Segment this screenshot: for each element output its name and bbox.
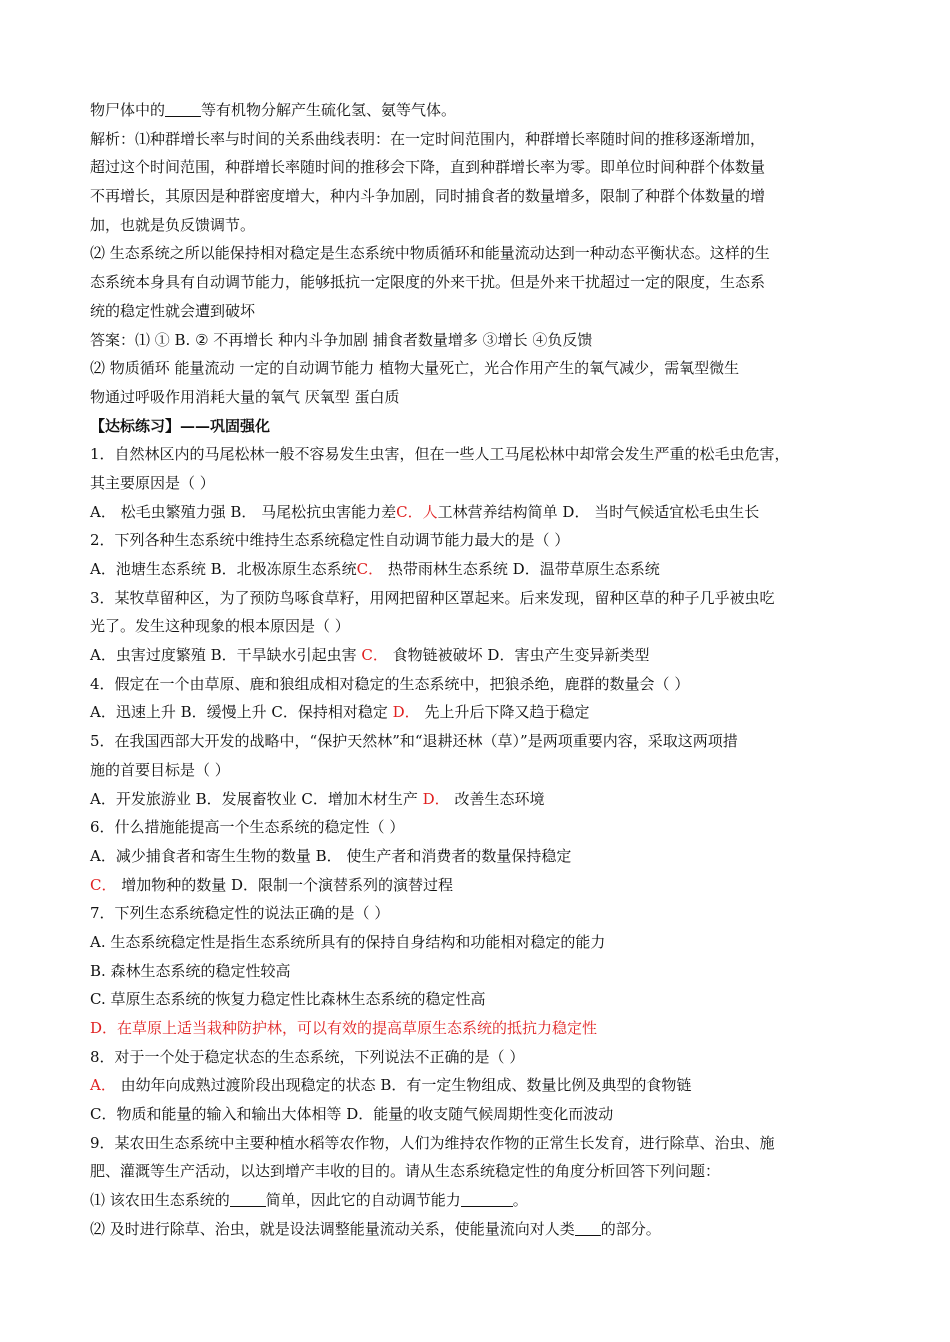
- question-4-stem: 4．假定在一个由草原、鹿和狼组成相对稳定的生态系统中，把狼杀绝，鹿群的数量会（ ）: [90, 674, 690, 693]
- answer-line: 答案：⑴ ① B. ② 不再增长 种内斗争加剧 捕食者数量增多 ③增长 ④负反馈: [90, 330, 593, 349]
- question-7-option: C. 草原生态系统的恢复力稳定性比森林生态系统的稳定性高: [90, 990, 486, 1009]
- answer-highlight: C．: [90, 875, 117, 894]
- question-5-stem: 施的首要目标是（ ）: [90, 760, 230, 779]
- answer-highlight: C．: [356, 560, 384, 578]
- question-7-option: B. 森林生态系统的稳定性较高: [90, 961, 291, 980]
- answer-highlight: C．人: [396, 502, 438, 521]
- answer-highlight: A．: [90, 1076, 116, 1095]
- analysis-line: 解析：⑴种群增长率与时间的关系曲线表明：在一定时间范围内，种群增长率随时间的推移逐渐增加，: [90, 129, 766, 148]
- question-9-sub-1: ⑴ 该农田生态系统的 简单，因此它的自动调节能力 。: [90, 1186, 860, 1215]
- question-3-stem: 3．某牧草留种区，为了预防鸟啄食草籽，用网把留种区罩起来。后来发现，留种区草的种子几乎被虫吃: [90, 588, 775, 607]
- fill-blank: [165, 98, 201, 117]
- analysis-line: 统的稳定性就会遭到破坏: [90, 301, 256, 320]
- analysis-line: ⑵ 生态系统之所以能保持相对稳定是生态系统中物质循环和能量流动达到一种动态平衡状态。这样的生: [90, 244, 770, 263]
- question-9-stem: 9．某农田生态系统中主要种植水稻等农作物，人们为维持农作物的正常生长发育，进行除草、治虫、施: [90, 1133, 775, 1152]
- question-9-sub-2: ⑵ 及时进行除草、治虫，就是设法调整能量流动关系，使能量流向对人类 的部分。: [90, 1215, 860, 1244]
- question-2-stem: 2．下列各种生态系统中维持生态系统稳定性自动调节能力最大的是（ ）: [90, 531, 570, 550]
- question-7-option-answer: D．在草原上适当栽种防护林，可以有效的提高草原生态系统的抵抗力稳定性: [90, 1019, 598, 1037]
- question-3-options: A．虫害过度繁殖 B．干旱缺水引起虫害 C． 食物链被破坏 D．害虫产生变异新类型: [90, 646, 650, 665]
- question-4-options: A．迅速上升 B．缓慢上升 C．保持相对稳定 D． 先上升后下降又趋于稳定: [90, 703, 590, 722]
- question-7-stem: 7．下列生态系统稳定性的说法正确的是（ ）: [90, 904, 390, 923]
- answer-highlight: C．: [361, 646, 388, 665]
- answer-highlight: D．: [392, 703, 420, 722]
- analysis-line: 超过这个时间范围，种群增长率随时间的推移会下降，直到种群增长率为零。即单位时间种群个体数量: [90, 158, 766, 177]
- answer-line: 物通过呼吸作用消耗大量的氧气 厌氧型 蛋白质: [90, 387, 400, 406]
- prev-answer-line: 物尸体中的 等有机物分解产生硫化氢、氨等气体。: [90, 96, 860, 125]
- answer-highlight: D．: [422, 789, 450, 808]
- fill-blank: [575, 1217, 601, 1236]
- answer-line: ⑵ 物质循环 能量流动 一定的自动调节能力 植物大量死亡，光合作用产生的氧气减少，需氧型微生: [90, 359, 740, 378]
- question-8-options: A． 由幼年向成熟过渡阶段出现稳定的状态 B．有一定生物组成、数量比例及典型的食物链: [90, 1076, 692, 1095]
- question-5-stem: 5．在我国西部大开发的战略中，“保护天然林”和“退耕还林（草）”是两项重要内容，采取这两项措: [90, 732, 738, 751]
- question-1-stem: 1．自然林区内的马尾松林一般不容易发生虫害，但在一些人工马尾松林中却常会发生严重的松毛虫危害，: [90, 445, 790, 464]
- question-6-options: C． 增加物种的数量 D．限制一个演替系列的演替过程: [90, 875, 454, 894]
- question-5-options: A．开发旅游业 B．发展畜牧业 C．增加木材生产 D． 改善生态环境: [90, 789, 545, 808]
- document-page: [90, 96, 860, 1244]
- fill-blank: [230, 1188, 266, 1207]
- fill-blank: [461, 1188, 513, 1207]
- question-7-option: A. 生态系统稳定性是指生态系统所具有的保持自身结构和功能相对稳定的能力: [90, 932, 606, 951]
- analysis-line: 不再增长，其原因是种群密度增大，种内斗争加剧，同时捕食者的数量增多，限制了种群个体数量的增: [90, 187, 766, 206]
- question-6-stem: 6．什么措施能提高一个生态系统的稳定性（ ）: [90, 818, 405, 837]
- question-1-stem: 其主要原因是（ ）: [90, 473, 215, 492]
- question-6-options: A．减少捕食者和寄生生物的数量 B． 使生产者和消费者的数量保持稳定: [90, 846, 572, 865]
- analysis-line: 态系统本身具有自动调节能力，能够抵抗一定限度的外来干扰。但是外来干扰超过一定的限度，生态系: [90, 273, 766, 292]
- question-3-stem: 光了。发生这种现象的根本原因是（ ）: [90, 617, 350, 636]
- question-9-stem: 肥、灌溉等生产活动，以达到增产丰收的目的。请从生态系统稳定性的角度分析回答下列问题：: [90, 1162, 721, 1181]
- question-8-stem: 8．对于一个处于稳定状态的生态系统，下列说法不正确的是（ ）: [90, 1047, 525, 1066]
- question-1-options: A． 松毛虫繁殖力强 B． 马尾松抗虫害能力差C．人工林营养结构简单 D． 当时气候适宜松毛虫生长: [90, 502, 760, 521]
- question-8-options: C．物质和能量的输入和输出大体相等 D．能量的收支随气候周期性变化而波动: [90, 1105, 614, 1124]
- question-2-options: A．池塘生态系统 B．北极冻原生态系统C． 热带雨林生态系统 D．温带草原生态系统: [90, 560, 660, 578]
- analysis-line: 加，也就是负反馈调节。: [90, 215, 256, 234]
- section-title: 【达标练习】——巩固强化: [90, 416, 271, 435]
